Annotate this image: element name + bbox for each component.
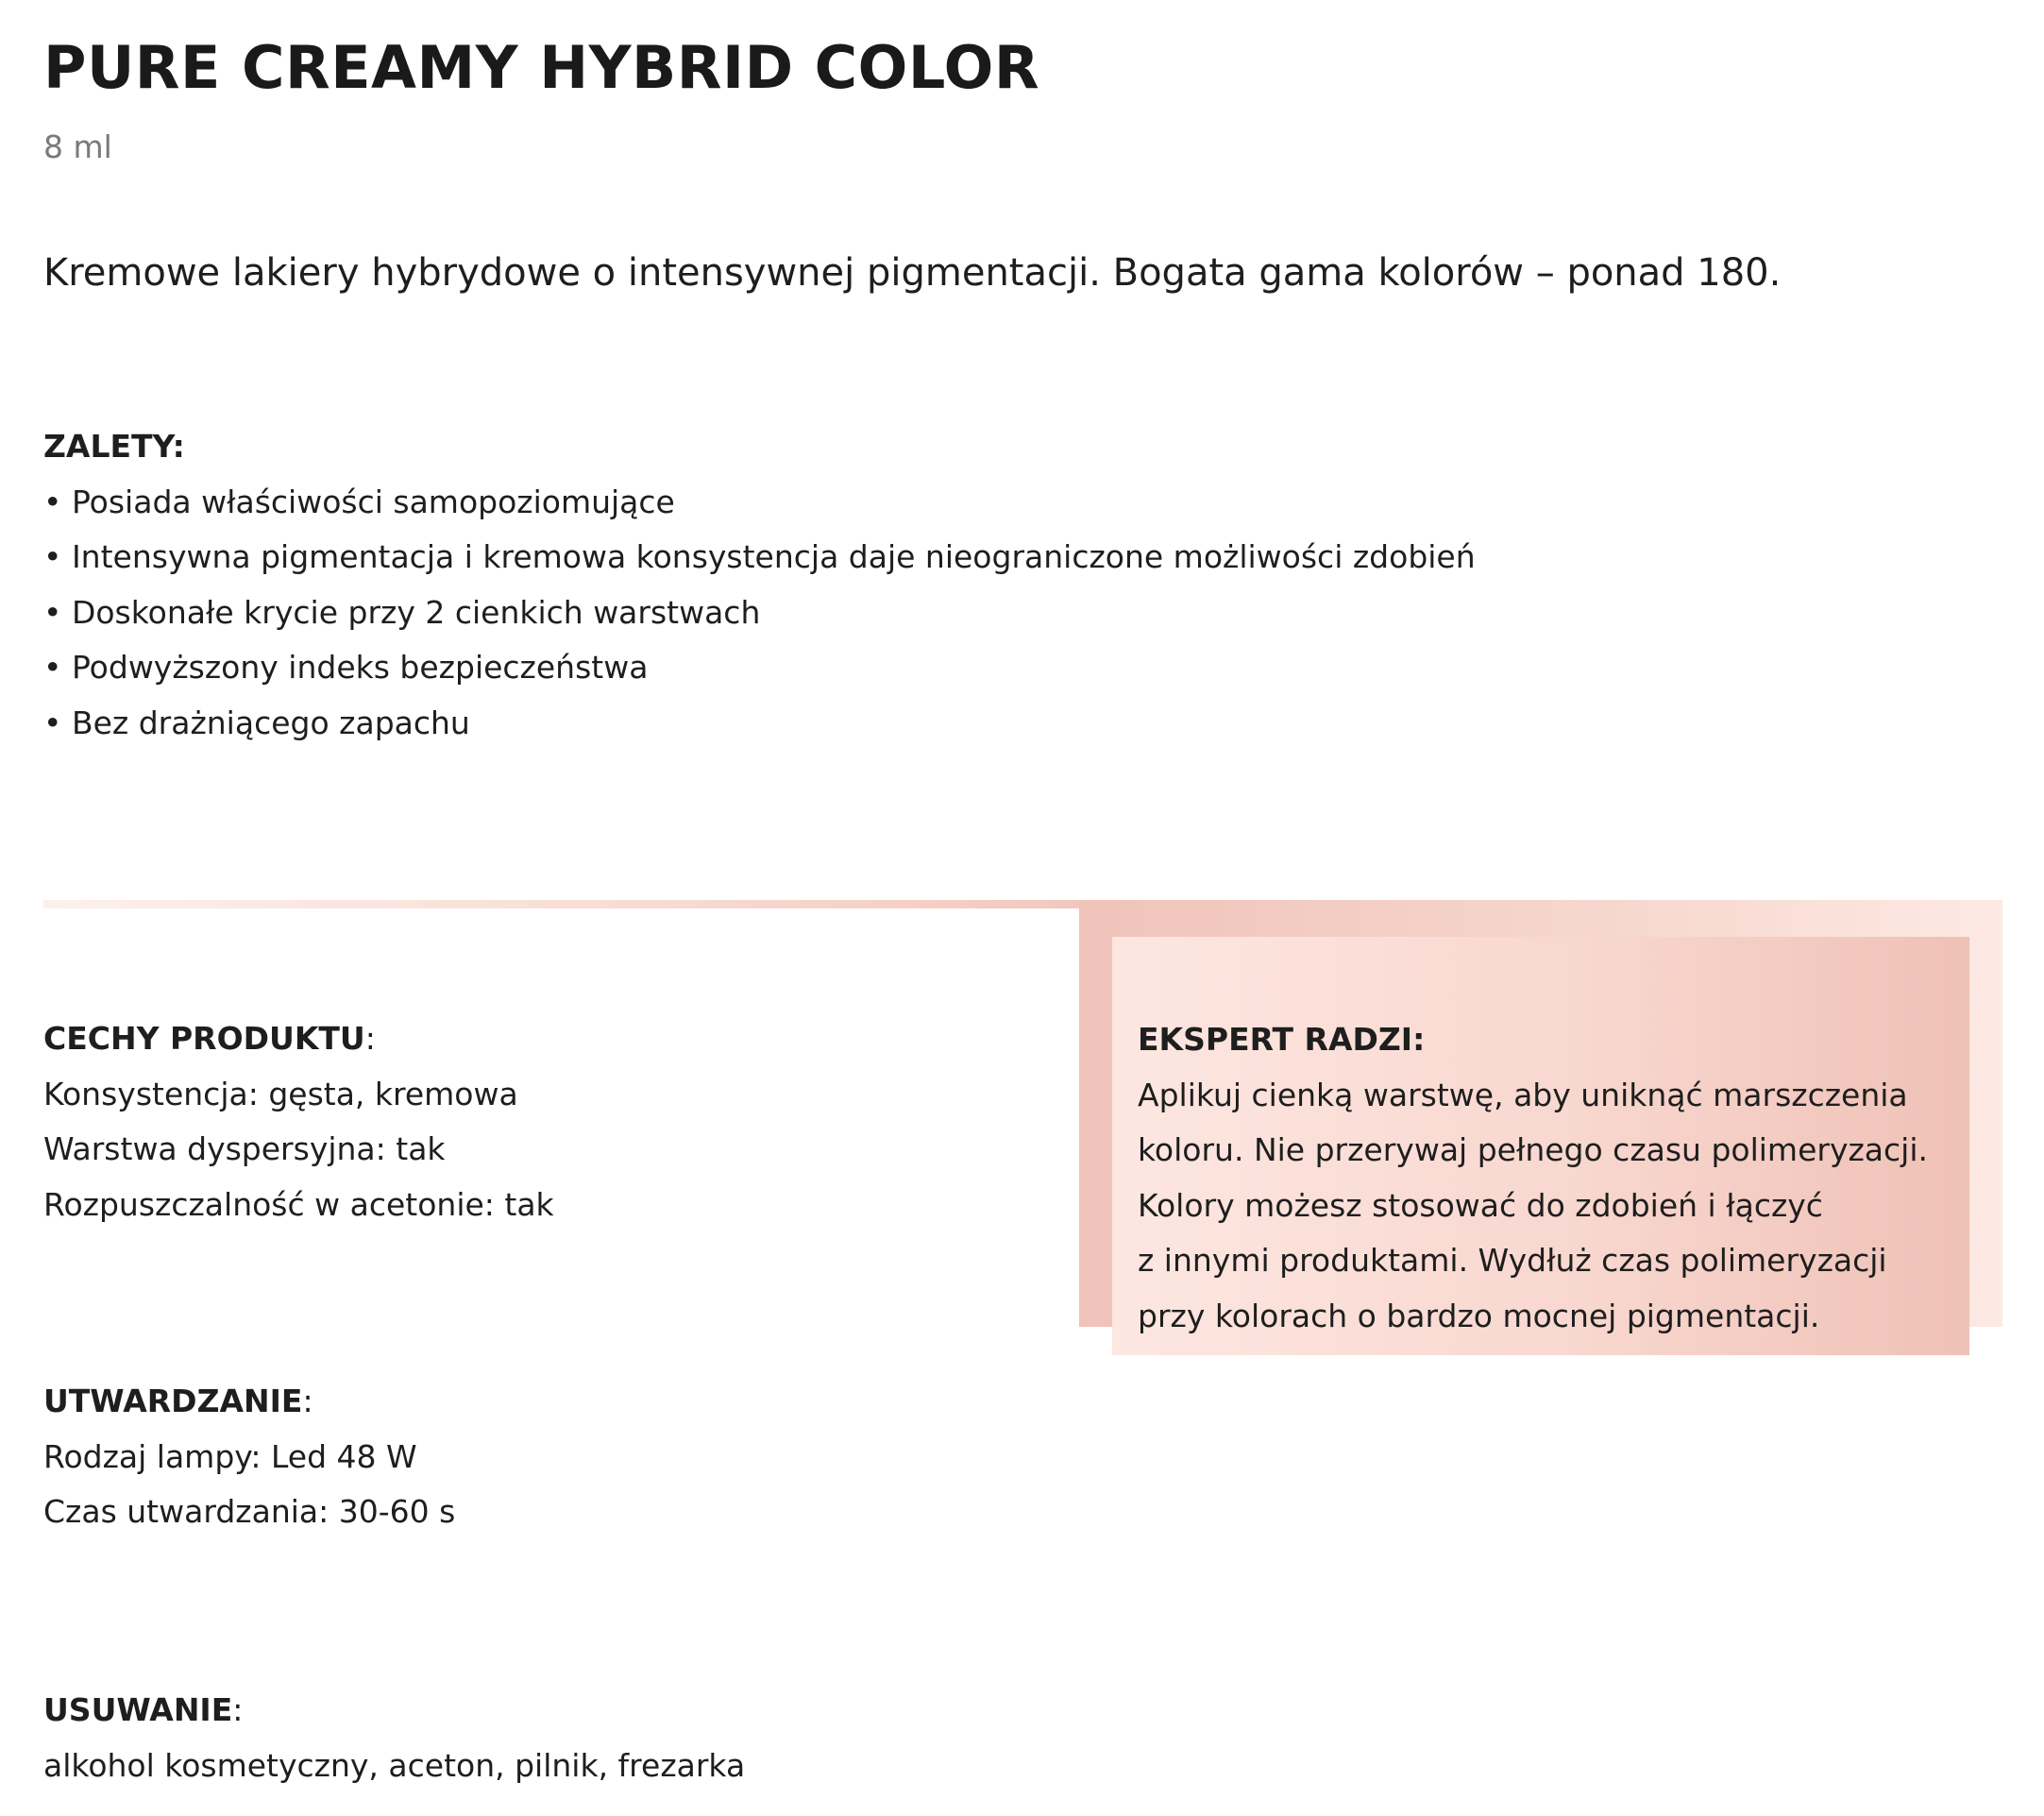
features-section	[43, 1011, 554, 1232]
removal-text: alkohol kosmetyczny, aceton, pilnik, frezarka	[43, 1746, 746, 1784]
list-item: • Intensywna pigmentacja i kremowa konsystencja daje nieograniczone możliwości zdobień	[43, 538, 1476, 575]
heading-colon: :	[302, 1383, 313, 1419]
expert-line: Kolory możesz stosować do zdobień i łączyć	[1138, 1186, 1823, 1224]
feature-line: Konsystencja: gęsta, kremowa	[43, 1075, 518, 1112]
list-item: • Podwyższony indeks bezpieczeństwa	[43, 649, 649, 686]
expert-line: koloru. Nie przerywaj pełnego czasu polimeryzacji.	[1138, 1131, 1928, 1168]
removal-heading-label: USUWANIE	[43, 1691, 233, 1728]
feature-line: Rozpuszczalność w acetonie: tak	[43, 1185, 554, 1223]
removal-section	[43, 1683, 745, 1793]
curing-section	[43, 1374, 455, 1540]
advantages-section	[43, 419, 1476, 751]
features-heading	[43, 1011, 554, 1067]
list-item: • Posiada właściwości samopoziomujące	[43, 483, 675, 520]
removal-heading	[43, 1683, 745, 1739]
expert-tip-box	[1112, 937, 1969, 1355]
advantages-heading: ZALETY:	[43, 428, 185, 465]
product-volume: 8 ml	[43, 128, 112, 165]
heading-colon: :	[232, 1691, 244, 1728]
list-item: • Bez drażniącego zapachu	[43, 704, 470, 741]
expert-tip-content	[1138, 1012, 1959, 1344]
list-item: • Doskonałe krycie przy 2 cienkich warstwach	[43, 593, 761, 631]
curing-heading	[43, 1374, 455, 1430]
advantages-list	[43, 475, 1476, 752]
product-description: Kremowe lakiery hybrydowe o intensywnej pigmentacji. Bogata gama kolorów – ponad 180.	[43, 251, 1782, 295]
feature-line: Warstwa dyspersyjna: tak	[43, 1130, 446, 1167]
curing-line: Rodzaj lampy: Led 48 W	[43, 1437, 417, 1475]
heading-colon: :	[364, 1020, 376, 1057]
curing-heading-label: UTWARDZANIE	[43, 1383, 303, 1419]
decorative-divider	[43, 900, 1082, 908]
expert-line: z innymi produktami. Wydłuż czas polimeryzacji	[1138, 1242, 1887, 1279]
features-heading-label: CECHY PRODUKTU	[43, 1020, 365, 1057]
curing-line: Czas utwardzania: 30-60 s	[43, 1493, 456, 1530]
expert-heading: EKSPERT RADZI:	[1138, 1021, 1426, 1058]
expert-line: przy kolorach o bardzo mocnej pigmentacji.	[1138, 1297, 1820, 1334]
expert-line: Aplikuj cienką warstwę, aby uniknąć marszczenia	[1138, 1076, 1908, 1113]
product-title: PURE CREAMY HYBRID COLOR	[43, 33, 1040, 102]
